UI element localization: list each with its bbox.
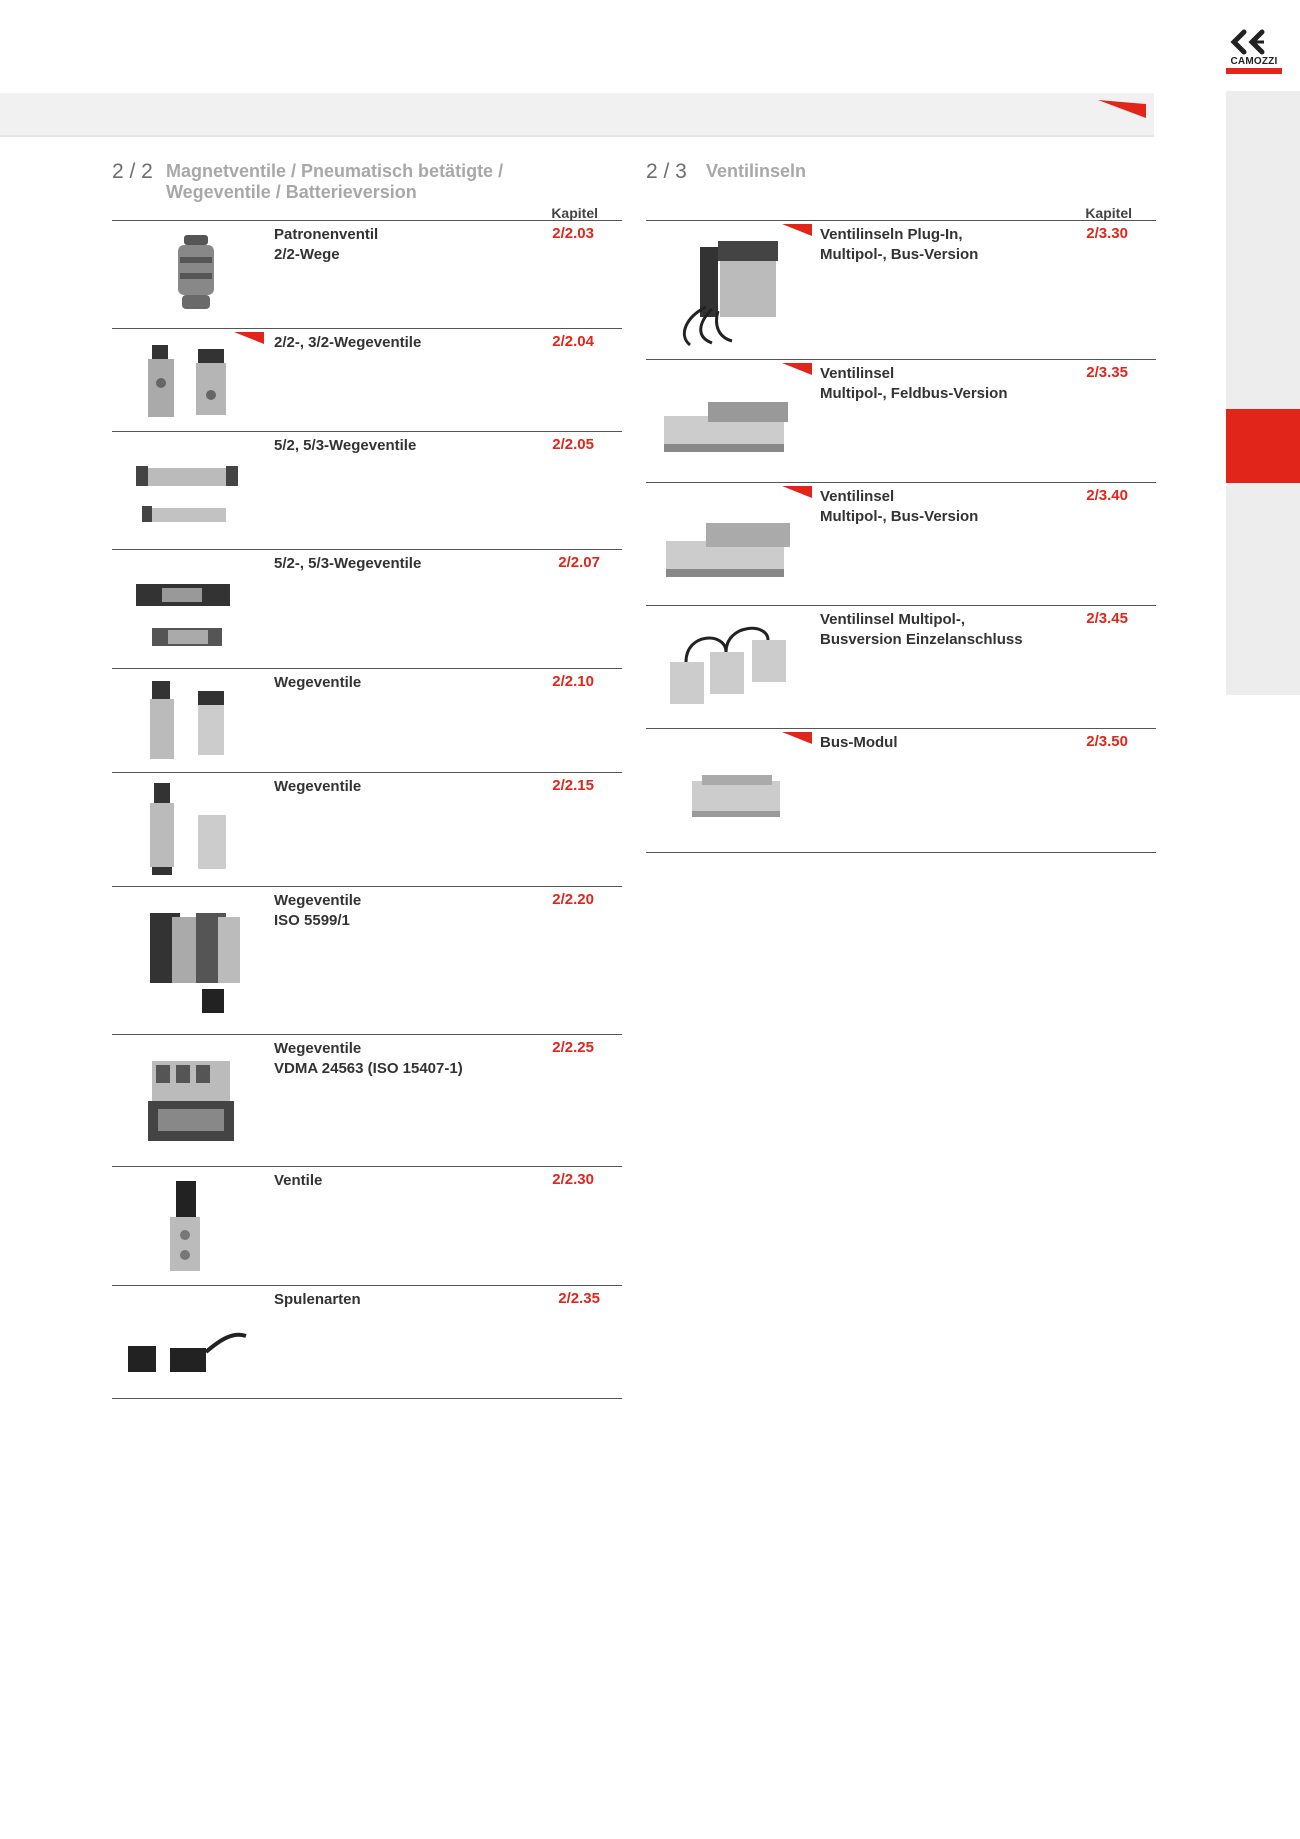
list-item[interactable] (646, 606, 1156, 729)
label-line: Wegeventile (274, 892, 362, 909)
chapter-link[interactable]: 2/3.35 (1086, 364, 1128, 381)
list-item[interactable] (112, 329, 622, 432)
list-item[interactable] (112, 432, 622, 550)
iso-5599-valve-image (122, 893, 267, 1023)
section-title-line: Wegeventile / Batterieversion (166, 182, 417, 202)
kapitel-header: Kapitel (551, 205, 598, 221)
row-label (820, 610, 1090, 650)
chapter-list (112, 220, 622, 1399)
label-line: 2/2-Wege (274, 246, 340, 263)
list-item[interactable] (646, 729, 1156, 853)
section-title (706, 161, 1126, 182)
label-line: Bus-Modul (820, 734, 898, 751)
active-chapter-tab[interactable] (1226, 409, 1300, 483)
chapter-link[interactable]: 2/2.04 (552, 333, 594, 350)
chapter-link[interactable]: 2/2.05 (552, 436, 594, 453)
row-label (820, 225, 1090, 265)
bus-module-image (656, 735, 801, 845)
row-label (274, 333, 544, 353)
chapter-list (646, 220, 1156, 853)
list-item[interactable] (112, 550, 622, 669)
label-line: VDMA 24563 (ISO 15407-1) (274, 1060, 463, 1077)
header-band (0, 93, 1154, 137)
row-label (820, 733, 1090, 753)
vdma-valve-image (122, 1041, 267, 1156)
label-line: Multipol-, Feldbus-Version (820, 385, 1008, 402)
directional-valve-alt-image (122, 779, 267, 879)
label-line: Ventilinsel (820, 365, 895, 382)
camozzi-mark-icon (1226, 28, 1282, 56)
label-line: 2/2-, 3/2-Wegeventile (274, 334, 422, 351)
chapter-link[interactable]: 2/2.30 (552, 1171, 594, 1188)
coil-types-image (122, 1292, 267, 1392)
chapter-link[interactable]: 2/2.03 (552, 225, 594, 242)
label-line: Ventile (274, 1172, 323, 1189)
row-label (274, 891, 544, 931)
cartridge-valve-image (122, 227, 267, 317)
chapter-link[interactable]: 2/3.45 (1086, 610, 1128, 627)
list-item[interactable] (112, 1286, 622, 1399)
chapter-link[interactable]: 2/2.35 (558, 1290, 600, 1307)
chapter-link[interactable]: 2/3.40 (1086, 487, 1128, 504)
list-item[interactable] (646, 483, 1156, 606)
directional-valve-image (122, 675, 267, 765)
valve-image (122, 1173, 267, 1278)
row-label (274, 1039, 544, 1079)
valve-52-53-image (122, 438, 267, 538)
list-item[interactable] (112, 669, 622, 773)
label-line: Wegeventile (274, 778, 362, 795)
section-header (646, 160, 1156, 220)
label-line: Ventilinseln Plug-In, (820, 226, 963, 243)
camozzi-logo (1226, 28, 1282, 76)
chapter-link[interactable]: 2/3.30 (1086, 225, 1128, 242)
valve-island-plug-in-image (656, 227, 801, 352)
chapter-link[interactable]: 2/3.50 (1086, 733, 1128, 750)
label-line: Multipol-, Bus-Version (820, 508, 979, 525)
list-item[interactable] (112, 1035, 622, 1167)
label-line: ISO 5599/1 (274, 912, 350, 929)
section-number: 2 / 2 (112, 160, 153, 183)
section-title-line: Magnetventile / Pneumatisch betätigte / (166, 161, 504, 181)
list-item[interactable] (646, 221, 1156, 360)
row-label (820, 487, 1090, 527)
label-line: Spulenarten (274, 1291, 361, 1308)
list-item[interactable] (112, 773, 622, 887)
label-line: Wegeventile (274, 674, 362, 691)
list-item[interactable] (112, 221, 622, 329)
row-label (274, 554, 544, 574)
row-label (274, 1290, 544, 1310)
label-line: Multipol-, Bus-Version (820, 246, 979, 263)
row-label (274, 1171, 544, 1191)
valve-22-32-image (122, 335, 267, 425)
logo-underline (1226, 68, 1282, 74)
header-flag-icon (1098, 100, 1146, 118)
section-number: 2 / 3 (646, 160, 687, 183)
section-title (166, 161, 586, 203)
chapter-link[interactable]: 2/2.10 (552, 673, 594, 690)
section-header (112, 160, 622, 220)
section-2-3 (646, 160, 1156, 853)
chapter-link[interactable]: 2/2.07 (558, 554, 600, 571)
chapter-link[interactable]: 2/2.20 (552, 891, 594, 908)
list-item[interactable] (112, 887, 622, 1035)
chapter-link[interactable]: 2/2.25 (552, 1039, 594, 1056)
row-label (274, 436, 544, 456)
label-line: Busversion Einzelanschluss (820, 631, 1023, 648)
list-item[interactable] (112, 1167, 622, 1286)
valve-island-fieldbus-image (656, 366, 801, 476)
valve-52-53-alt-image (122, 556, 267, 656)
chapter-link[interactable]: 2/2.15 (552, 777, 594, 794)
row-label (274, 225, 544, 265)
kapitel-header: Kapitel (1085, 205, 1132, 221)
row-label (274, 673, 544, 693)
chapter-tab-strip (1226, 91, 1300, 695)
valve-island-bus-image (656, 489, 801, 599)
label-line: 5/2-, 5/3-Wegeventile (274, 555, 422, 572)
label-line: 5/2, 5/3-Wegeventile (274, 437, 417, 454)
row-label (820, 364, 1090, 404)
label-line: Patronenventil (274, 226, 379, 243)
section-2-2 (112, 160, 622, 1399)
section-title-line: Ventilinseln (706, 161, 807, 181)
valve-island-individual-image (656, 612, 801, 722)
list-item[interactable] (646, 360, 1156, 483)
label-line: Wegeventile (274, 1040, 362, 1057)
logo-wordmark: CAMOZZI (1230, 56, 1278, 67)
label-line: Ventilinsel Multipol-, (820, 611, 966, 628)
label-line: Ventilinsel (820, 488, 895, 505)
row-label (274, 777, 544, 797)
